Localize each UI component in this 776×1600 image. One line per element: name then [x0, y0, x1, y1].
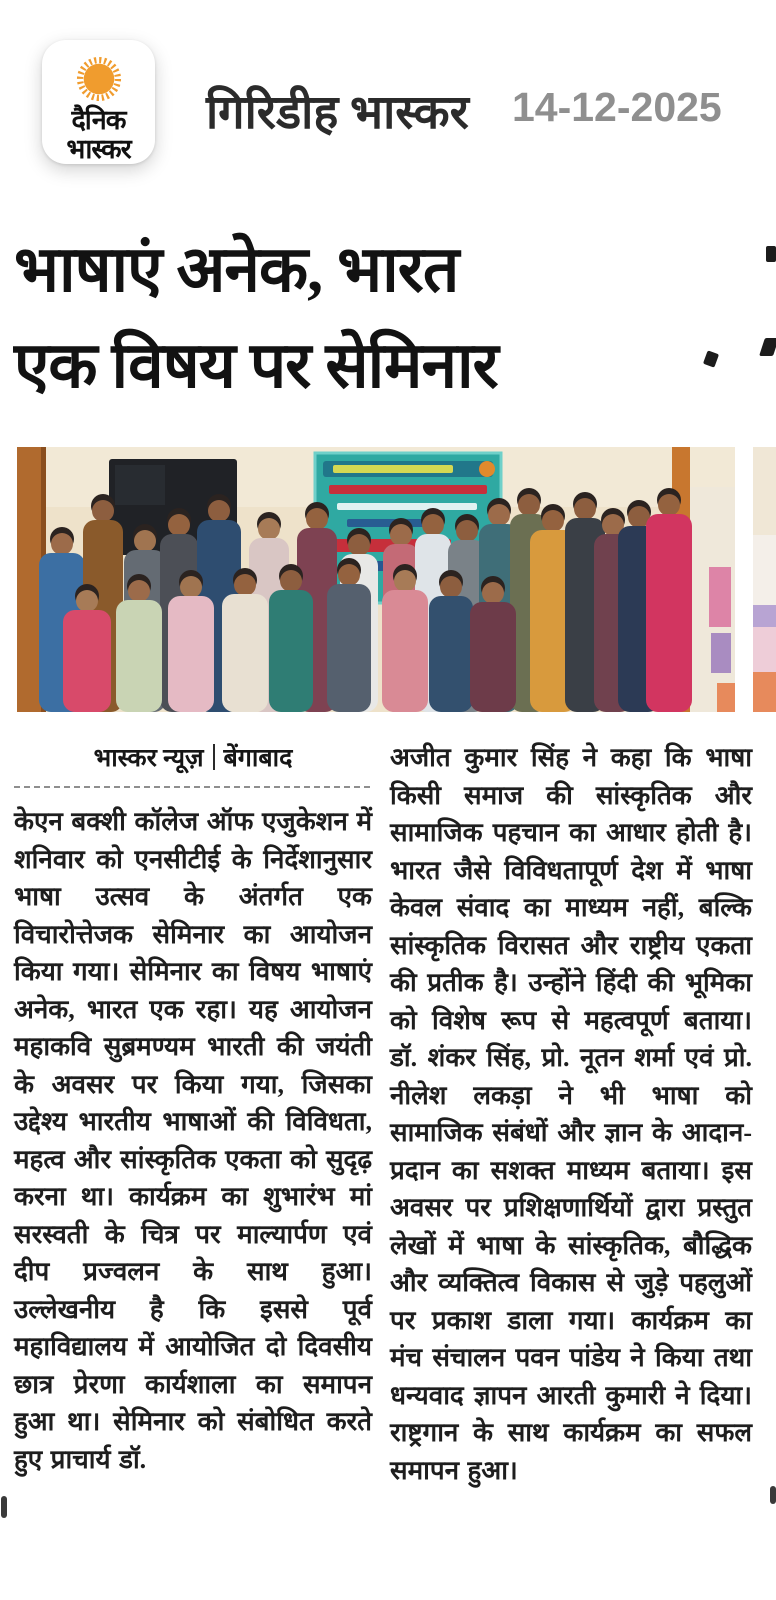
group-photo-illustration	[17, 447, 735, 712]
print-fragment	[1, 1496, 7, 1518]
article-column-right: अजीत कुमार सिंह ने कहा कि भाषा किसी समाज की सांस्कृतिक और सामाजिक पहचान का आधार होती है। भारत जैसे विविधतापूर्ण देश में भाषा केवल संवाद का माध्यम नहीं, बल्कि सांस्कृतिक विरासत और राष्ट्रीय एकता की प्रतीक है। उन्होंने हिंदी की भूमिका को विशेष रूप से महत्वपूर्ण बताया। डॉ. शंकर सिंह, प्रो. नूतन शर्मा एवं प्रो. नीलेश लकड़ा ने भी भाषा को सामाजिक संबंधों और ज्ञान के आदान-प्रदान का सशक्त माध्यम बताया। इस अवसर पर प्रशिक्षणार्थियों द्वारा प्रस्तुत लेखों में भाषा के सांस्कृतिक, बौद्धिक और व्यक्तित्व विकास से जुड़े पहलुओं पर प्रकाश डाला गया। कार्यक्रम का मंच संचालन पवन पांडेय ने किया तथा धन्यवाद ज्ञापन आरती कुमारी ने दिया। राष्ट्रगान के साथ कार्यक्रम का सफल समापन हुआ।	[390, 743, 752, 1485]
print-fragment	[766, 246, 776, 262]
byline	[14, 740, 372, 774]
print-fragment	[759, 338, 776, 356]
article-column-left: केएन बक्शी कॉलेज ऑफ एजुकेशन में शनिवार को एनसीटीई के निर्देशानुसार भाषा उत्सव के अंतर्गत एक विचारोत्तेजक सेमिनार का आयोजन किया गया। सेमिनार का विषय भाषाएं अनेक, भारत एक रहा। यह आयोजन महाकवि सुब्रमण्यम भारती की जयंती के अवसर पर किया गया, जिसका उद्देश्य भारतीय भाषाओं की विविधता, महत्व और सांस्कृतिक एकता को सुदृढ़ करना था। कार्यक्रम का शुभारंभ मां सरस्वती के चित्र पर माल्यार्पण एवं दीप प्रज्वलन के साथ हुआ। उल्लेखनीय है कि इससे पूर्व महाविद्यालय में आयोजित दो दिवसीय छात्र प्रेरणा कार्यशाला का समापन हुआ था। सेमिनार को संबोधित करते हुए प्राचार्य डॉ.	[14, 807, 372, 1474]
adjacent-photo-sliver	[753, 447, 776, 712]
dainik-bhaskar-logo[interactable]	[42, 40, 155, 164]
byline-location: बेंगाबाद	[223, 745, 293, 772]
headline-line-1: भाषाएं अनेक, भारत	[14, 234, 459, 305]
sun-icon	[72, 52, 126, 106]
byline-divider	[213, 744, 215, 770]
byline-separator-rule	[14, 786, 370, 788]
edition-date: 14-12-2025	[512, 84, 722, 130]
article-headline	[14, 222, 744, 414]
page-title: गिरिडीह भास्कर	[206, 87, 469, 139]
print-fragment	[770, 1486, 776, 1504]
byline-source: भास्कर न्यूज़	[93, 745, 204, 772]
article-photo[interactable]	[17, 447, 735, 712]
headline-line-2: एक विषय पर सेमिनार	[14, 330, 498, 401]
logo-wordmark: दैनिक भास्कर	[66, 105, 131, 164]
